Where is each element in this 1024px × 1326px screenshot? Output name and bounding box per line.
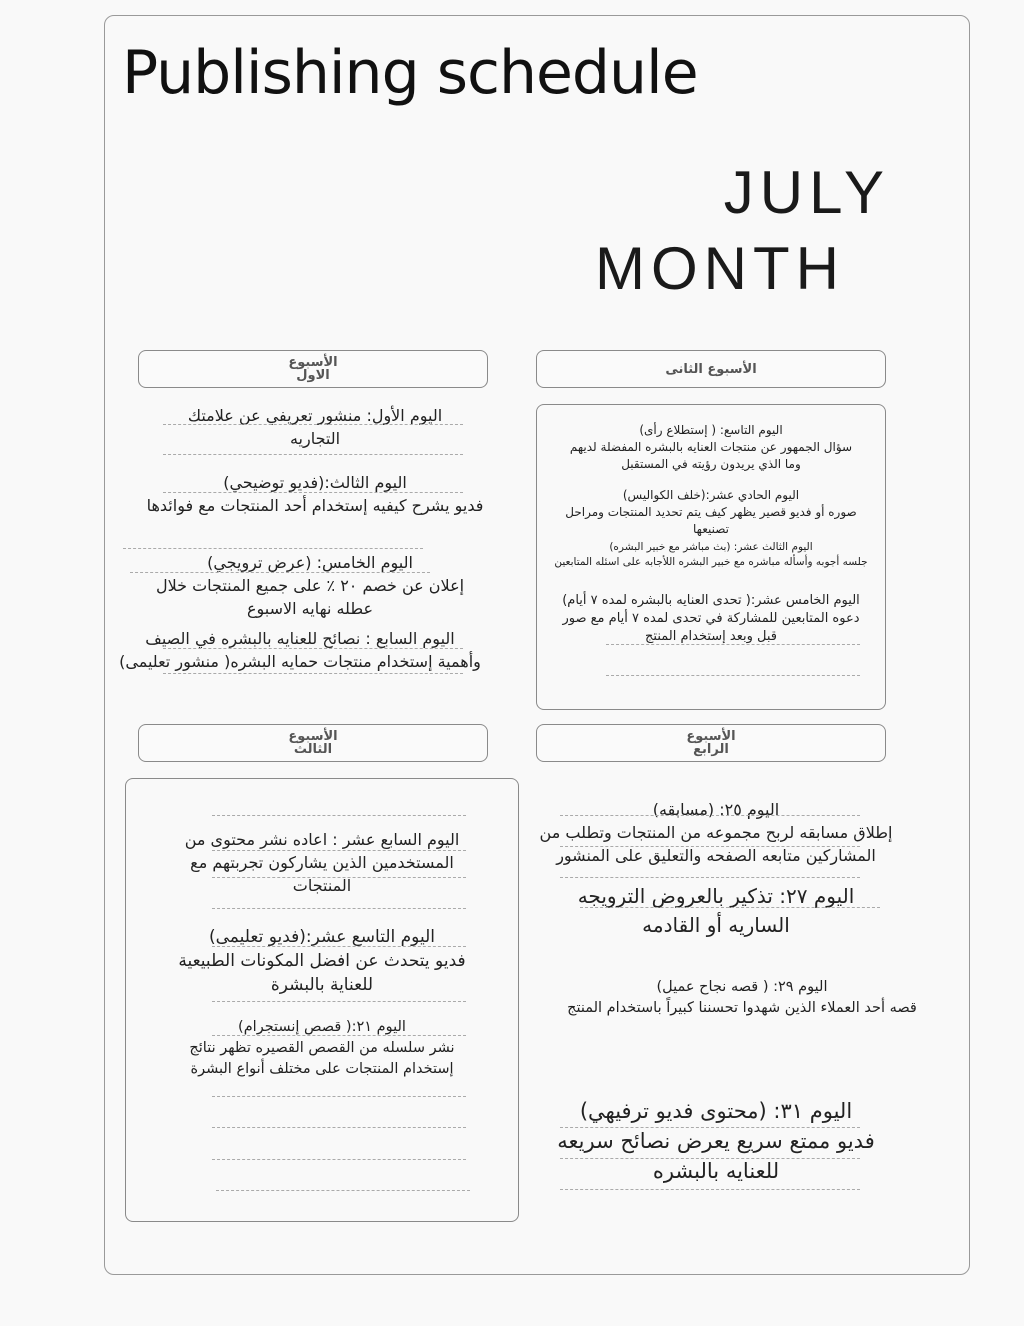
week4-header-label: الأسبوع الرابع: [686, 729, 736, 757]
week3-item-2-text: فديو يتحدث عن افضل المكونات الطبيعية: [178, 951, 466, 971]
week2-header-label: الأسبوع الثانى: [665, 361, 757, 377]
divider: [560, 1127, 860, 1128]
divider: [580, 907, 880, 908]
divider: [130, 572, 430, 573]
week2-item-1: [543, 422, 879, 473]
week1-item-2-title: اليوم الثالث:(فديو توضيحي): [223, 473, 407, 492]
week1-item-3-text: إعلان عن خصم ٢٠ ٪ على جميع المنتجات خلال: [155, 576, 465, 595]
divider: [560, 1189, 860, 1190]
divider: [560, 846, 860, 847]
week2-header: [536, 350, 886, 388]
divider: [212, 815, 466, 816]
week1-item-2-text: فديو يشرح كيفيه إستخدام أحد المنتجات مع فوائدها: [146, 496, 484, 515]
week2-item-4-text: دعوه المتابعين للمشاركة في تحدى لمده ٧ أيام مع صور: [562, 611, 860, 626]
week2-item-2-text-2: تصنيعها: [693, 522, 729, 536]
divider: [560, 815, 860, 816]
week4-item-2-text: الساريه أو القادمه: [642, 913, 790, 937]
week1-item-3-text-2: عطله نهايه الاسبوع: [246, 599, 374, 618]
divider: [212, 1001, 466, 1002]
week2-item-2: [543, 487, 879, 538]
divider: [606, 644, 860, 645]
week3-item-3: [135, 1017, 509, 1080]
week2-item-1-text-2: وما الذي يريدون رؤيته في المستقبل: [621, 457, 801, 471]
week4-item-3-text: قصه أحد العملاء الذين شهدوا تحسننا كبيراً باستخدام المنتج: [567, 1000, 917, 1016]
divider: [212, 1035, 466, 1036]
week3-item-2-text-2: للعناية بالبشرة: [270, 975, 374, 995]
week2-item-3: [543, 540, 879, 570]
divider: [163, 424, 463, 425]
week1-item-2: [110, 471, 520, 517]
week2-item-1-text: سؤال الجمهور عن منتجات العنايه بالبشره المفضلة لديهم: [569, 440, 853, 454]
week4-item-1-text: إطلاق مسابقه لربح مجموعه من المنتجات وتطلب من: [539, 823, 893, 842]
week3-item-1-text-2: المنتجات: [292, 876, 352, 895]
week1-header-label: الأسبوع الاول: [288, 355, 338, 383]
week3-item-1-title: اليوم السابع عشر : اعاده نشر محتوى من: [184, 830, 460, 849]
month-line-1: JULY: [723, 159, 890, 226]
divider: [606, 675, 860, 676]
week2-item-3-text: جلسه أجوبه وأسأله مباشره مع خبير البشره اللأجابه على اسئله المتابعين: [554, 556, 868, 568]
week1-item-1-title: اليوم الأول: منشور تعريفي عن علامتك: [187, 406, 443, 425]
week3-item-1: [135, 828, 509, 897]
week4-header: [536, 724, 886, 762]
week3-header-label: الأسبوع الثالث: [288, 729, 338, 757]
page-title: Publishing schedule: [122, 38, 698, 108]
week2-item-3-title: اليوم الثالث عشر: (بث مباشر مع خبير البشره): [609, 541, 813, 553]
divider: [216, 1190, 470, 1191]
divider: [212, 877, 466, 878]
month-line-2: MONTH: [595, 235, 845, 302]
week1-item-1: [110, 404, 520, 450]
week2-item-2-text: صوره أو فديو قصير يظهر كيف يتم تحديد المنتجات ومراحل: [565, 505, 857, 519]
week2-item-1-title: اليوم التاسع: ( إستطلاع رأى): [639, 423, 783, 437]
week4-item-3: [520, 977, 964, 1019]
week4-item-4: [520, 1096, 912, 1186]
week4-item-3-title: اليوم ٢٩: ( قصه نجاح عميل): [656, 979, 828, 995]
week4-item-2-title: اليوم ٢٧: تذكير بالعروض الترويجه: [577, 884, 855, 908]
divider: [560, 1158, 860, 1159]
week1-item-3: [85, 551, 535, 620]
week2-item-4-title: اليوم الخامس عشر:( تحدى العنايه بالبشره لمده ٧ أيام): [562, 593, 860, 608]
week2-item-2-title: اليوم الحادي عشر:(خلف الكواليس): [622, 488, 800, 502]
divider: [163, 673, 463, 674]
divider: [212, 1096, 466, 1097]
week4-item-1-title: اليوم ٢٥: (مسابقه): [652, 800, 780, 819]
week4-item-4-text: فديو ممتع سريع يعرض نصائح سريعه: [557, 1129, 875, 1153]
divider: [212, 1159, 466, 1160]
week1-item-3-title: اليوم الخامس: (عرض ترويجي): [207, 553, 413, 572]
divider: [163, 454, 463, 455]
divider: [212, 850, 466, 851]
week4-item-2: [520, 882, 912, 940]
week4-item-1: [520, 798, 912, 867]
divider: [212, 946, 466, 947]
week1-item-4-title: اليوم السابع : نصائح للعنايه بالبشره في الصيف: [145, 629, 455, 648]
week1-header: [138, 350, 488, 388]
week4-item-4-title: اليوم ٣١: (محتوى فديو ترفيهي): [579, 1099, 853, 1123]
divider: [163, 492, 463, 493]
week1-item-4-text: وأهمية إستخدام منتجات حمايه البشره( منشور تعليمى): [119, 652, 481, 671]
week1-item-1-text: التجاريه: [289, 429, 341, 448]
week3-item-2-title: اليوم التاسع عشر:(فديو تعليمى): [209, 927, 435, 947]
week2-item-4-text-2: قبل وبعد إستخدام المنتج: [645, 629, 777, 644]
week4-item-1-text-2: المشاركين متابعه الصفحه والتعليق على المنشور: [556, 846, 876, 865]
week3-item-3-title: اليوم ٢١:( قصص إنستجرام): [238, 1019, 406, 1035]
month-heading: [560, 155, 890, 307]
week3-header: [138, 724, 488, 762]
week4-item-4-text-2: للعنايه بالبشره: [652, 1159, 780, 1183]
divider: [212, 908, 466, 909]
week2-item-4: [543, 592, 879, 646]
divider: [560, 877, 860, 878]
week3-item-1-text: المستخدمين الذين يشاركون تجربتهم مع: [190, 853, 454, 872]
divider: [163, 648, 463, 649]
week3-item-3-text-2: إستخدام المنتجات على مختلف أنواع البشرة: [190, 1061, 454, 1077]
week1-item-4: [90, 627, 510, 673]
week3-item-2: [135, 925, 509, 997]
week3-item-3-text: نشر سلسله من القصص القصيره تظهر نتائج: [189, 1040, 455, 1056]
divider: [123, 548, 423, 549]
divider: [212, 1127, 466, 1128]
